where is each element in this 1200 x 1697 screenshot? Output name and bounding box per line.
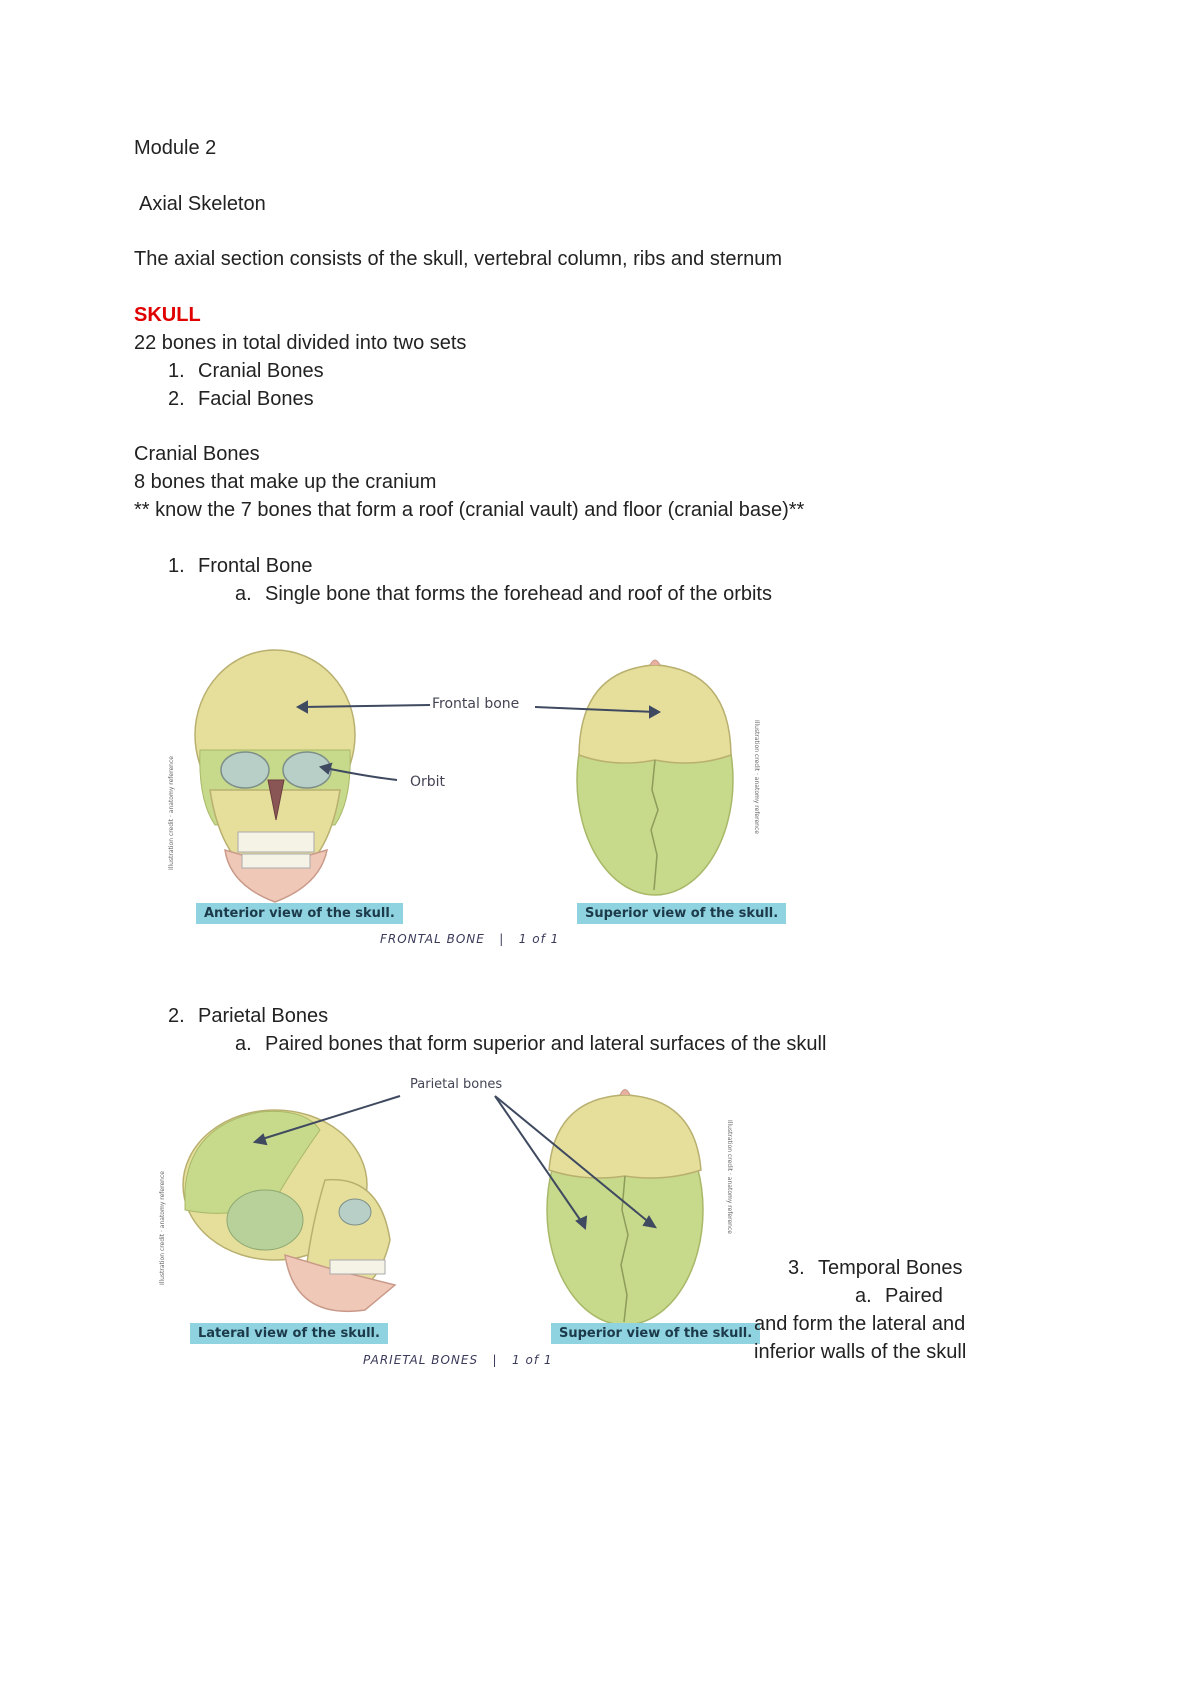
list-label: Paired bones that form superior and lateral surfaces of the skull — [265, 1033, 827, 1055]
figure-caption-right: Superior view of the skull. — [551, 1323, 760, 1344]
list-label: Paired — [885, 1285, 943, 1307]
list-label: Temporal Bones — [818, 1257, 963, 1279]
cranial-line1: 8 bones that make up the cranium — [134, 471, 437, 493]
section-title: Axial Skeleton — [139, 193, 266, 215]
figure-frontal-bone — [160, 640, 780, 950]
list-number: 2. — [168, 1005, 185, 1027]
list-subitem — [235, 1032, 826, 1056]
parietal-bones-label: Parietal bones — [410, 1077, 503, 1092]
frontal-bone-illustration — [160, 640, 780, 940]
temporal-desc-line3: inferior walls of the skull — [754, 1341, 967, 1363]
skull-heading: SKULL — [134, 304, 201, 326]
figure-credit: Illustration credit · anatomy reference — [159, 1171, 166, 1285]
figure-caption-right: Superior view of the skull. — [577, 903, 786, 924]
list-subitem — [855, 1284, 943, 1308]
figure-credit: Illustration credit · anatomy reference — [726, 1120, 733, 1234]
module-title: Module 2 — [134, 137, 217, 159]
list-number: 1. — [168, 360, 185, 382]
list-item — [168, 359, 324, 383]
figure-caption-left: Anterior view of the skull. — [196, 903, 403, 924]
list-item — [788, 1256, 963, 1280]
orbit-label: Orbit — [410, 774, 446, 790]
list-number: a. — [235, 583, 252, 605]
list-number: a. — [855, 1285, 872, 1307]
figure-parietal-bones — [155, 1070, 755, 1375]
figure-title: PARIETAL BONES | 1 of 1 — [363, 1353, 553, 1367]
lateral-skull-drawing — [183, 1110, 395, 1311]
list-label: Single bone that forms the forehead and roof of the orbits — [265, 583, 772, 605]
list-number: 3. — [788, 1257, 805, 1279]
superior-skull-drawing — [577, 660, 733, 895]
list-number: a. — [235, 1033, 252, 1055]
list-label: Facial Bones — [198, 388, 314, 410]
list-item — [168, 1004, 328, 1028]
figure-credit: Illustration credit · anatomy reference — [168, 756, 175, 870]
cranial-heading: Cranial Bones — [134, 443, 260, 465]
figure-caption-left: Lateral view of the skull. — [190, 1323, 388, 1344]
list-item — [168, 387, 314, 411]
list-item — [168, 554, 313, 578]
list-subitem — [235, 582, 772, 606]
frontal-bone-label: Frontal bone — [432, 696, 520, 712]
figure-credit: Illustration credit · anatomy reference — [753, 720, 760, 834]
skull-summary: 22 bones in total divided into two sets — [134, 332, 467, 354]
list-number: 2. — [168, 388, 185, 410]
list-label: Cranial Bones — [198, 360, 324, 382]
list-label: Parietal Bones — [198, 1005, 329, 1027]
cranial-line2: ** know the 7 bones that form a roof (cranial vault) and floor (cranial base)** — [134, 499, 805, 521]
temporal-desc-line2: and form the lateral and — [754, 1313, 966, 1335]
anterior-skull-drawing — [195, 650, 355, 902]
list-label: Frontal Bone — [198, 555, 313, 577]
figure-title: FRONTAL BONE | 1 of 1 — [380, 932, 560, 946]
list-number: 1. — [168, 555, 185, 577]
intro-text: The axial section consists of the skull, vertebral column, ribs and sternum — [134, 248, 783, 270]
